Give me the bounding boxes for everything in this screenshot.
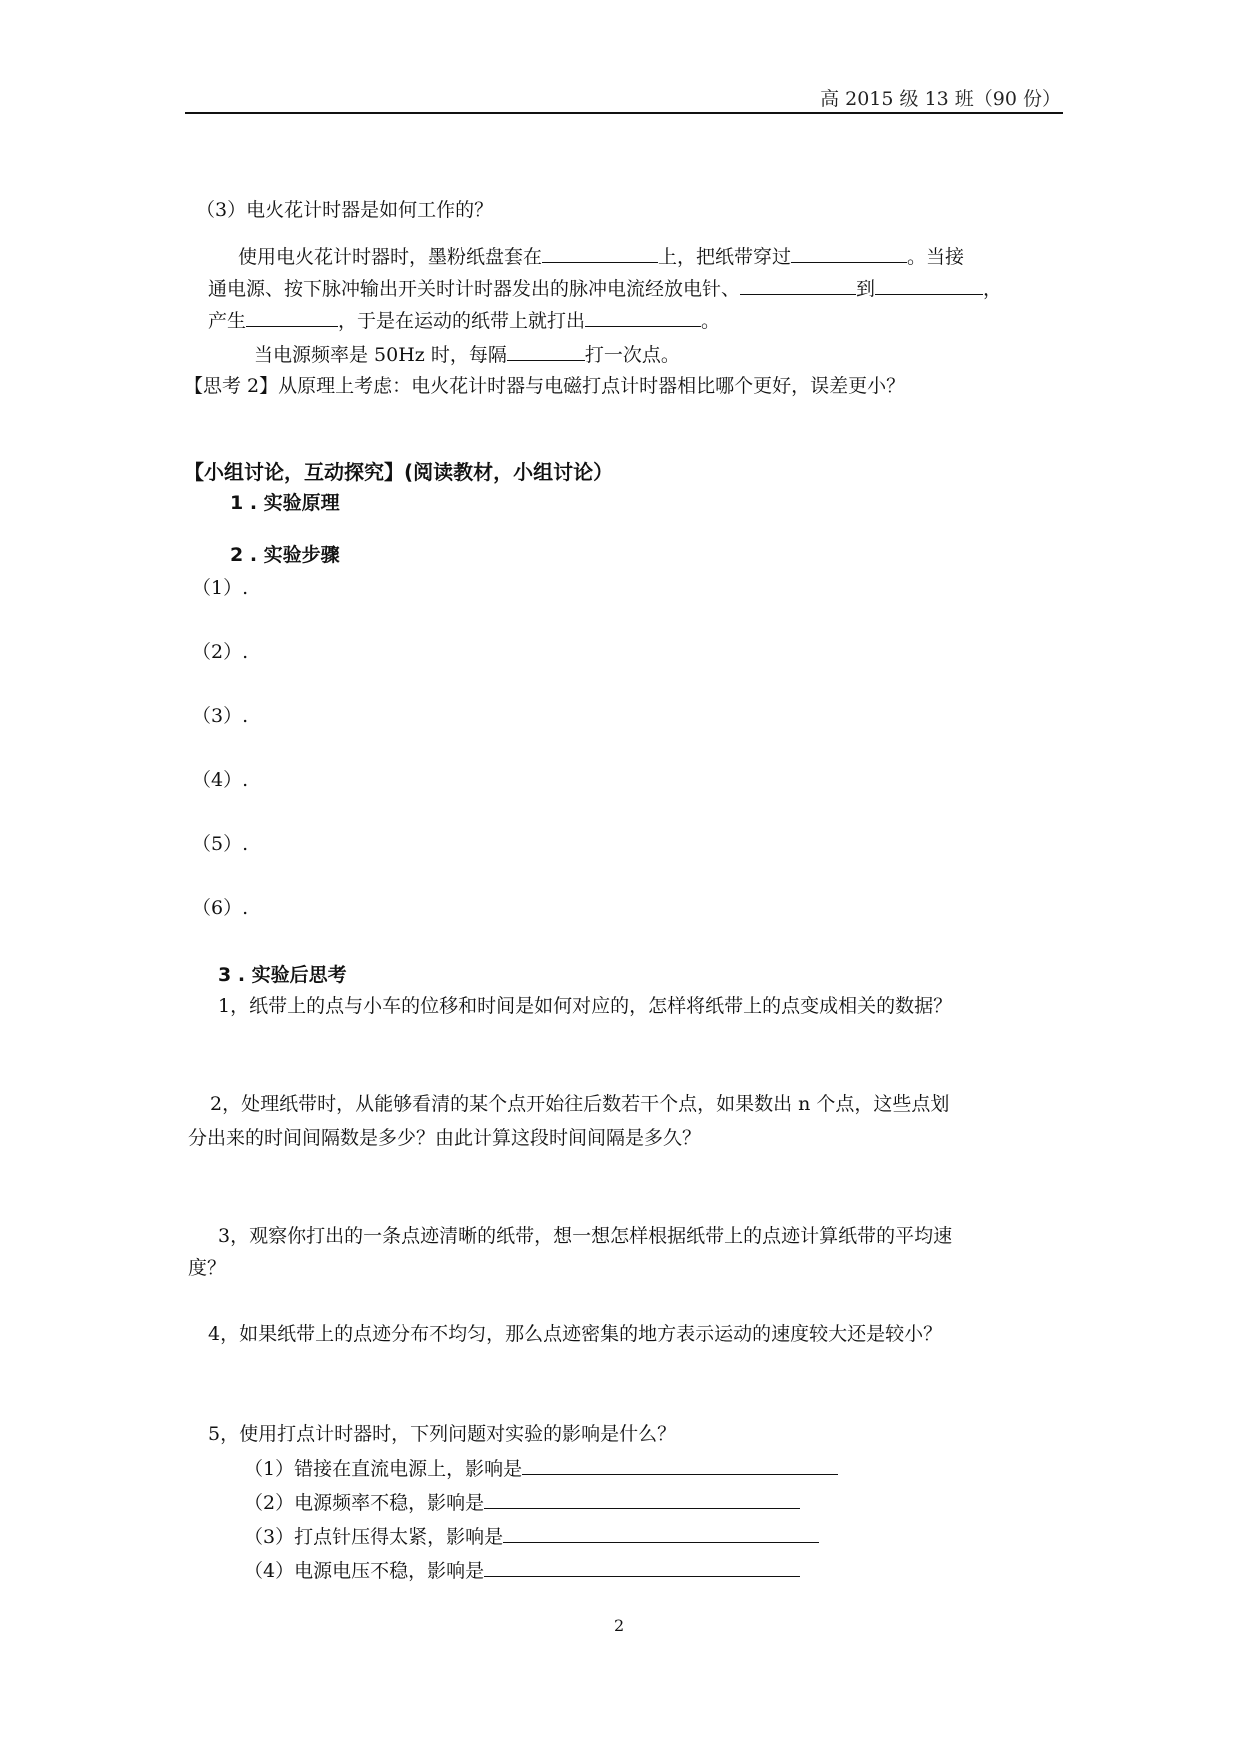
blank-interval[interactable] — [507, 340, 585, 361]
q3-line1 — [238, 242, 964, 271]
step-4: （4）. — [192, 769, 249, 791]
reflection-q2-line2: 分出来的时间间隔数是多少？由此计算这段时间间隔是多久？ — [188, 1127, 702, 1149]
q3-line1-a: 使用电火花计时器时，墨粉纸盘套在 — [238, 246, 543, 268]
step-3: （3）. — [192, 705, 249, 727]
blank-path-2[interactable] — [875, 274, 983, 295]
blank-q5-2[interactable] — [484, 1488, 800, 1509]
q5-item-4 — [244, 1556, 800, 1585]
blank-produce[interactable] — [246, 306, 338, 327]
step-1: （1）. — [192, 577, 249, 599]
q3-line4-b: 打一次点。 — [584, 344, 680, 366]
reflection-q2-line1: 2，处理纸带时，从能够看清的某个点开始往后数若干个点，如果数出 n 个点，这些点划 — [210, 1093, 950, 1115]
blank-q5-1[interactable] — [522, 1454, 838, 1475]
reflection-q3-line2: 度？ — [188, 1257, 227, 1279]
header-rule — [185, 112, 1063, 114]
q3-line2-c: ， — [983, 278, 1003, 300]
think-2: 【思考 2】从原理上考虑：电火花计时器与电磁打点计时器相比哪个更好，误差更小？ — [184, 375, 906, 397]
q3-line4 — [254, 340, 680, 369]
q5-item-2-label: （2）电源频率不稳，影响是 — [244, 1492, 485, 1514]
q5-item-1 — [244, 1454, 838, 1483]
q3-line1-c: 。当接 — [907, 246, 965, 268]
section-reflection: 3 . 实验后思考 — [218, 964, 347, 986]
q5-item-4-label: （4）电源电压不稳，影响是 — [244, 1560, 485, 1582]
blank-tape-through[interactable] — [791, 242, 907, 263]
section-steps: 2 . 实验步骤 — [230, 544, 340, 566]
blank-path-1[interactable] — [740, 274, 856, 295]
step-2: （2）. — [192, 641, 249, 663]
blank-print[interactable] — [585, 306, 701, 327]
q3-line2-b: 到 — [856, 278, 876, 300]
blank-ink-disc[interactable] — [542, 242, 658, 263]
q3-title: （3）电火花计时器是如何工作的？ — [196, 199, 494, 221]
q5-item-1-label: （1）错接在直流电源上，影响是 — [244, 1458, 523, 1480]
q3-line2 — [208, 274, 1002, 303]
class-info: 高 2015 级 13 班（90 份） — [820, 88, 1061, 110]
q3-line3-b: ，于是在运动的纸带上就打出 — [338, 310, 586, 332]
q3-line2-a: 通电源、按下脉冲输出开关时计时器发出的脉冲电流经放电针、 — [208, 278, 741, 300]
blank-q5-4[interactable] — [484, 1556, 800, 1577]
reflection-q3-line1: 3，观察你打出的一条点迹清晰的纸带，想一想怎样根据纸带上的点迹计算纸带的平均速 — [218, 1225, 953, 1247]
reflection-q5: 5，使用打点计时器时，下列问题对实验的影响是什么？ — [208, 1423, 677, 1445]
q3-line3 — [208, 306, 720, 335]
step-6: （6）. — [192, 897, 249, 919]
reflection-q4: 4，如果纸带上的点迹分布不均匀，那么点迹密集的地方表示运动的速度较大还是较小？ — [208, 1323, 943, 1345]
q3-line3-c: 。 — [701, 310, 721, 332]
q3-line3-a: 产生 — [208, 310, 247, 332]
step-5: （5）. — [192, 833, 249, 855]
q5-item-3 — [244, 1522, 819, 1551]
q5-item-3-label: （3）打点针压得太紧，影响是 — [244, 1526, 504, 1548]
section-principle: 1 . 实验原理 — [230, 492, 340, 514]
q3-line4-a: 当电源频率是 50Hz 时，每隔 — [254, 344, 507, 366]
blank-q5-3[interactable] — [503, 1522, 819, 1543]
reflection-q1: 1，纸带上的点与小车的位移和时间是如何对应的，怎样将纸带上的点变成相关的数据？ — [218, 995, 953, 1017]
q3-line1-b: 上，把纸带穿过 — [658, 246, 792, 268]
group-discussion-heading: 【小组讨论，互动探究】(阅读教材，小组讨论） — [184, 460, 614, 484]
page-number: 2 — [614, 1616, 625, 1635]
q5-item-2 — [244, 1488, 800, 1517]
